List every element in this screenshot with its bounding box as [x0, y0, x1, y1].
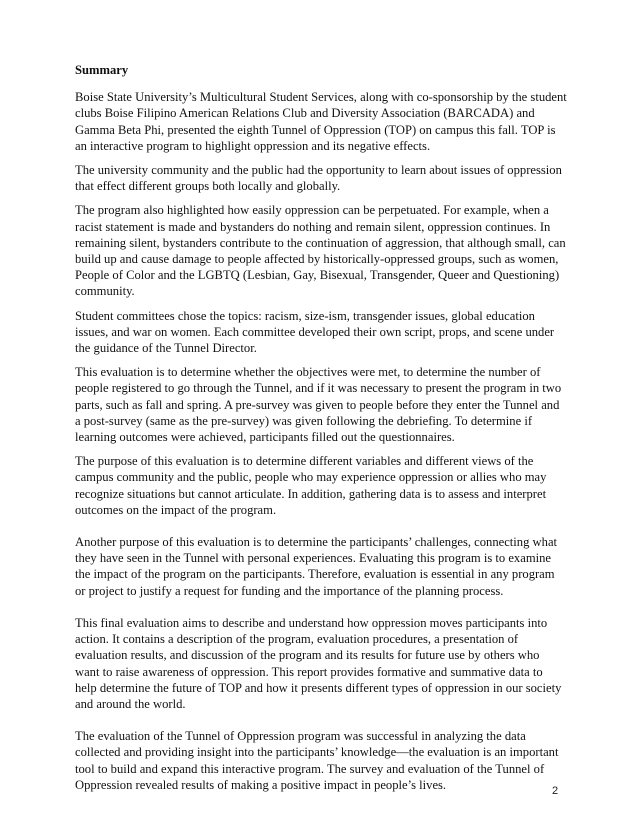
- paragraph: The university community and the public had the opportunity to learn about issues of oppression that effect different groups both locally and globally.: [75, 163, 562, 194]
- paragraph: The evaluation of the Tunnel of Oppression program was successful in analyzing the data collected and providing insight into the participants’ knowledge—the evaluation is an important tool to build and expand this interactive program. The survey and evaluation of the Tunnel of Oppression revealed results of making a positive impact in people’s lives.: [75, 729, 559, 792]
- paragraph: Student committees chose the topics: racism, size-ism, transgender issues, global education issues, and war on women. Each committee developed their own script, props, and scene under the guidance of the Tunnel Director.: [75, 308, 555, 356]
- paragraph: Another purpose of this evaluation is to determine the participants’ challenges, connecting what they have seen in the Tunnel with personal experiences. Evaluating this program is to examine the impact of the program on the participants. Therefore, evaluation is essential in any program or project to justify a request for funding and the importance of the planning process.: [75, 535, 558, 598]
- paragraph: This final evaluation aims to describe and understand how oppression moves participants into action. It contains a description of the program, evaluation procedures, a presentation of evaluation results, and discussion of the program and its results for future use by others who want to raise awareness of oppression. This report provides formative and summative data to help determine the future of TOP and how it presents different types of oppression in our society and around the world.: [75, 615, 562, 711]
- document-page: [75, 62, 567, 801]
- paragraph: The program also highlighted how easily oppression can be perpetuated. For example, when a racist statement is made and bystanders do nothing and remain silent, oppression continues. In remaining silent, bystanders contribute to the continuation of aggression, that although small, can build up and cause damage to people affected by historically-oppressed groups, such as women, People of Color and the LGBTQ (Lesbian, Gay, Bisexual, Transgender, Queer and Questioning) community.: [75, 203, 566, 299]
- page-number: 2: [552, 785, 559, 797]
- paragraph: Boise State University’s Multicultural Student Services, along with co-sponsorship by the student clubs Boise Filipino American Relations Club and Diversity Association (BARCADA) and Gamma Beta Phi, presented the eighth Tunnel of Oppression (TOP) on campus this fall. TOP is an interactive program to highlight oppression and its negative effects.: [75, 90, 567, 153]
- section-heading: Summary: [75, 63, 129, 77]
- paragraph: This evaluation is to determine whether the objectives were met, to determine the number of people registered to go through the Tunnel, and if it was necessary to present the program in two parts, such as fall and spring. A pre-survey was given to people before they enter the Tunnel and a post-survey (same as the pre-survey) was given following the debriefing. To determine if learning outcomes were achieved, participants filled out the questionnaires.: [75, 365, 562, 445]
- paragraph: The purpose of this evaluation is to determine different variables and different views of the campus community and the public, people who may experience oppression or allies who may recognize situations but cannot articulate. In addition, gathering data is to assess and interpret outcomes on the impact of the program.: [75, 454, 547, 517]
